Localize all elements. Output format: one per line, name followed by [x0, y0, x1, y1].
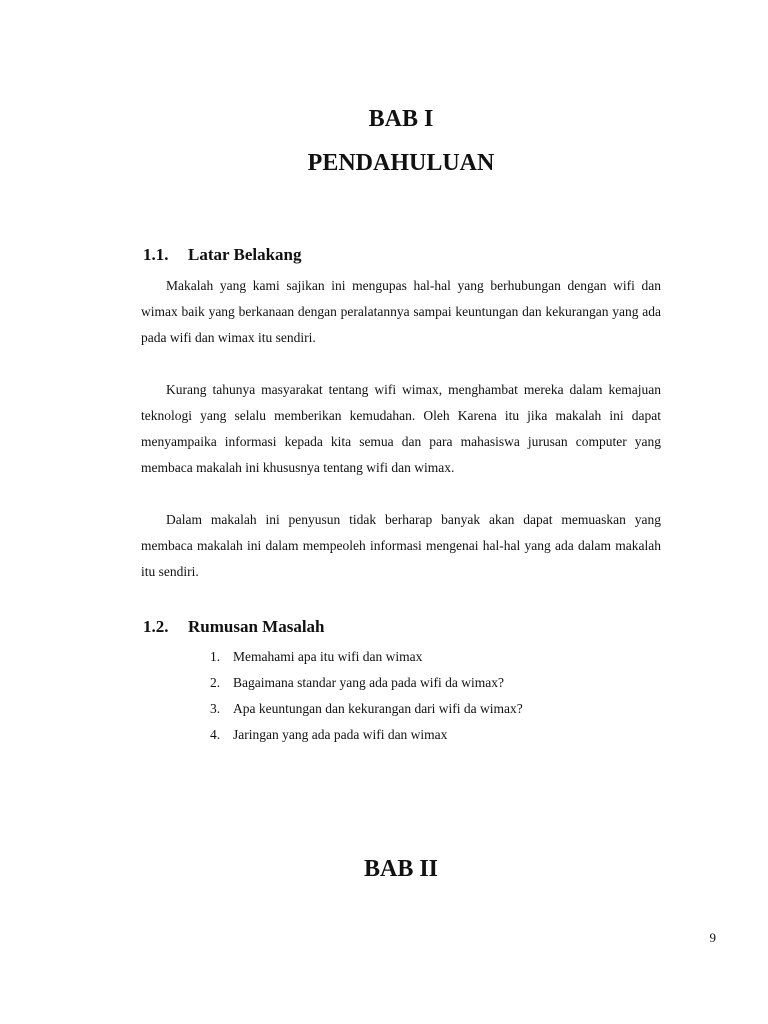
- list-item: [206, 722, 523, 748]
- list-item-text: Bagaimana standar yang ada pada wifi da wimax?: [233, 675, 505, 690]
- section-title: Latar Belakang: [188, 245, 302, 264]
- list-marker: 2.: [210, 675, 221, 690]
- list-item: [206, 670, 523, 696]
- paragraph: Kurang tahunya masyarakat tentang wifi wimax, menghambat mereka dalam kemajuan teknologi yang selalu memberikan kemudahan. Oleh Karena itu jika makalah ini dapat menyampaika informasi kepada kita semua dan para mahasiswa jurusan computer yang membaca makalah ini khususnya tentang wifi dan wimax.: [141, 382, 661, 475]
- paragraph: Dalam makalah ini penyusun tidak berharap banyak akan dapat memuaskan yang membaca makalah ini dalam mempeoleh informasi mengenai hal-hal yang ada dalam makalah itu sendiri.: [141, 512, 661, 579]
- section-number: 1.2.: [143, 617, 169, 636]
- list-marker: 3.: [210, 701, 221, 716]
- list-item-text: Jaringan yang ada pada wifi dan wimax: [233, 727, 448, 742]
- page-number: 9: [709, 930, 716, 945]
- section-number: 1.1.: [143, 245, 169, 264]
- section-heading-latar-belakang: [143, 245, 302, 265]
- chapter-title: PENDAHULUAN: [307, 150, 495, 176]
- list-item: [206, 644, 523, 670]
- section-heading-rumusan-masalah: [143, 617, 325, 637]
- numbered-list: [206, 644, 523, 748]
- paragraph: Makalah yang kami sajikan ini mengupas hal-hal yang berhubungan dengan wifi dan wimax baik yang berkanaan dengan peralatannya sampai keuntungan dan kekurangan yang ada pada wifi dan wimax itu sendiri.: [141, 278, 661, 345]
- list-item-text: Memahami apa itu wifi dan wimax: [233, 649, 423, 664]
- list-marker: 4.: [210, 727, 221, 742]
- list-item: [206, 696, 523, 722]
- list-marker: 1.: [210, 649, 221, 664]
- section-title: Rumusan Masalah: [188, 617, 325, 636]
- chapter-label: BAB I: [368, 106, 434, 132]
- list-item-text: Apa keuntungan dan kekurangan dari wifi da wimax?: [233, 701, 523, 716]
- chapter-label: BAB II: [363, 856, 439, 882]
